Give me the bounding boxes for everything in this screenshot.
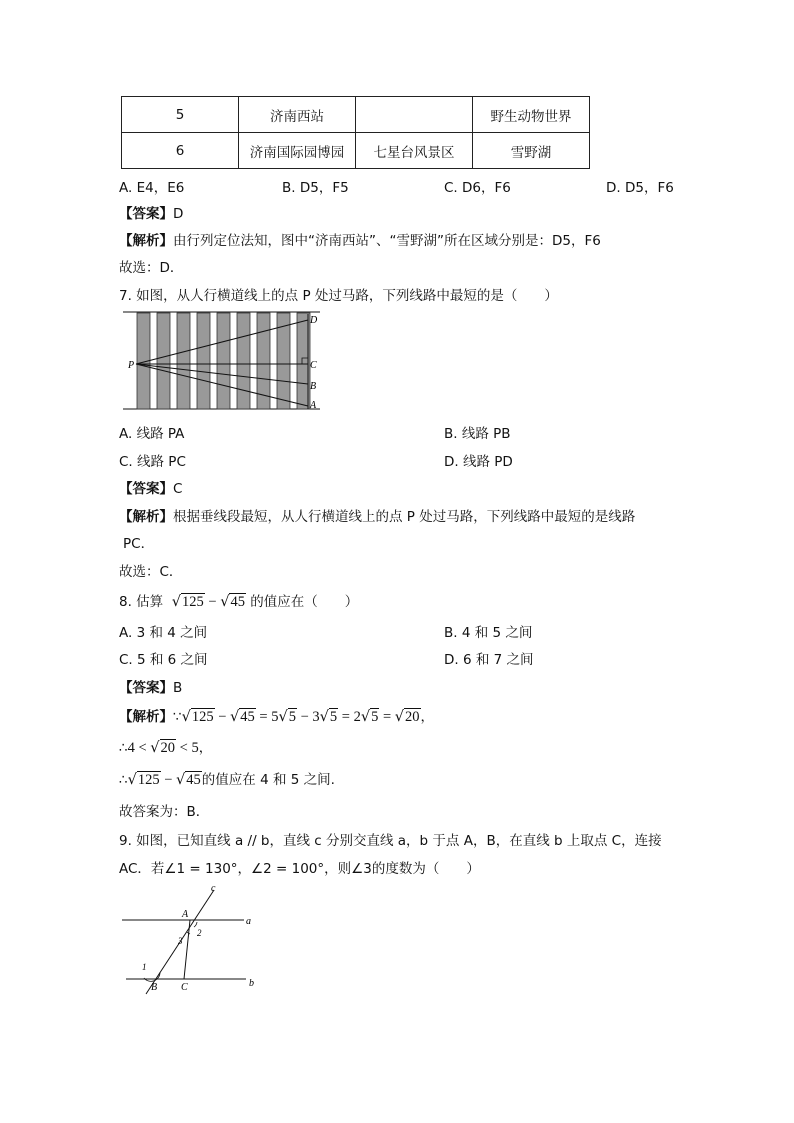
analysis-tag: 【解析】 [119, 233, 173, 249]
label-point-a: A [182, 909, 189, 920]
label-angle-3: 3 [178, 936, 183, 946]
q8-option-a: A. 3 和 4 之间 [119, 625, 208, 641]
crosswalk-stripes [137, 313, 310, 409]
q7-option-d: D. 线路 PD [444, 454, 513, 470]
label-p: P [128, 360, 135, 371]
table-cell: 野生动物世界 [473, 97, 590, 133]
q8-stem-suffix: 的值应在（ ） [250, 594, 359, 610]
label-angle-2: 2 [197, 928, 202, 938]
table-row [122, 133, 590, 169]
analysis-text: 根据垂线段最短，从人行横道线上的点 P 处过马路，下列线路中最短的是线路 [173, 509, 636, 525]
answer-tag: 【答案】 [119, 481, 173, 497]
q6-conclusion: 故选：D． [119, 260, 184, 276]
label-d: D [310, 315, 318, 326]
label-b-line: b [249, 978, 254, 989]
table-cell [356, 97, 473, 133]
label-c: C [310, 360, 317, 371]
table-cell: 5 [122, 97, 239, 133]
answer-value: B [173, 680, 183, 696]
q7-analysis [119, 505, 635, 525]
label-point-c: C [181, 982, 188, 993]
q8-option-b: B. 4 和 5 之间 [444, 625, 533, 641]
analysis-tag: 【解析】 [119, 709, 173, 725]
segment-ac [184, 920, 190, 979]
q6-option-d: D. D5，F6 [606, 180, 674, 196]
q8-analysis-line2: ∴4 < √20 < 5， [119, 740, 213, 756]
q6-option-a: A. E4，E6 [119, 180, 185, 196]
table-cell: 济南国际园博园 [239, 133, 356, 169]
label-point-b: B [151, 982, 158, 993]
q8-stem-prefix: 8. 估算 [119, 594, 164, 610]
answer-tag: 【答案】 [119, 206, 173, 222]
q8-answer [119, 676, 182, 696]
q7-answer [119, 477, 182, 497]
q7-stem: 7. 如图，从人行横道线上的点 P 处过马路，下列线路中最短的是（ ） [119, 288, 558, 304]
label-a: A [310, 400, 317, 411]
angle-2-arc [194, 922, 197, 927]
table-cell: 七星台风景区 [356, 133, 473, 169]
analysis-tag: 【解析】 [119, 509, 173, 525]
q7-conclusion: 故选：C． [119, 564, 183, 580]
q7-option-c: C. 线路 PC [119, 454, 186, 470]
q8-option-c: C. 5 和 6 之间 [119, 652, 208, 668]
table-row [122, 97, 590, 133]
analysis-text: 由行列定位法知，图中“济南西站”、“雪野湖”所在区域分别是：D5，F6 [173, 233, 601, 249]
location-table [121, 96, 590, 169]
parallel-lines-figure [118, 882, 268, 1002]
q6-answer [119, 202, 183, 222]
table-cell: 雪野湖 [473, 133, 590, 169]
answer-value: D [173, 206, 184, 222]
q7-option-b: B. 线路 PB [444, 426, 511, 442]
q8-option-d: D. 6 和 7 之间 [444, 652, 534, 668]
q8-analysis-line1: 【解析】∵√125 − √45 = 5√5 − 3√5 = 2√5 = √20， [119, 709, 435, 725]
label-a-line: a [246, 916, 251, 927]
q7-analysis-line2: PC． [123, 536, 155, 552]
label-c-line: c [211, 883, 216, 894]
q6-option-c: C. D6，F6 [444, 180, 511, 196]
q6-analysis [119, 229, 601, 249]
crosswalk-figure [118, 308, 328, 414]
q9-stem-line1: 9. 如图，已知直线 a // b，直线 c 分别交直线 a，b 于点 A，B，在直线 b 上取点 C，连接 [119, 833, 662, 849]
q8-conclusion: 故答案为：B． [119, 804, 210, 820]
q6-option-b: B. D5，F5 [282, 180, 349, 196]
label-b: B [310, 381, 317, 392]
table-cell: 济南西站 [239, 97, 356, 133]
q7-option-a: A. 线路 PA [119, 426, 185, 442]
q9-stem-line2: AC．若∠1 = 130°，∠2 = 100°，则∠3的度数为（ ） [119, 861, 480, 877]
answer-tag: 【答案】 [119, 680, 173, 696]
q8-analysis-line3: ∴√125 − √45的值应在 4 和 5 之间. [119, 772, 335, 788]
table-cell: 6 [122, 133, 239, 169]
label-angle-1: 1 [142, 962, 147, 972]
q8-stem [119, 590, 358, 611]
q8-expression: √125 − √45 [171, 594, 245, 610]
answer-value: C [173, 481, 183, 497]
